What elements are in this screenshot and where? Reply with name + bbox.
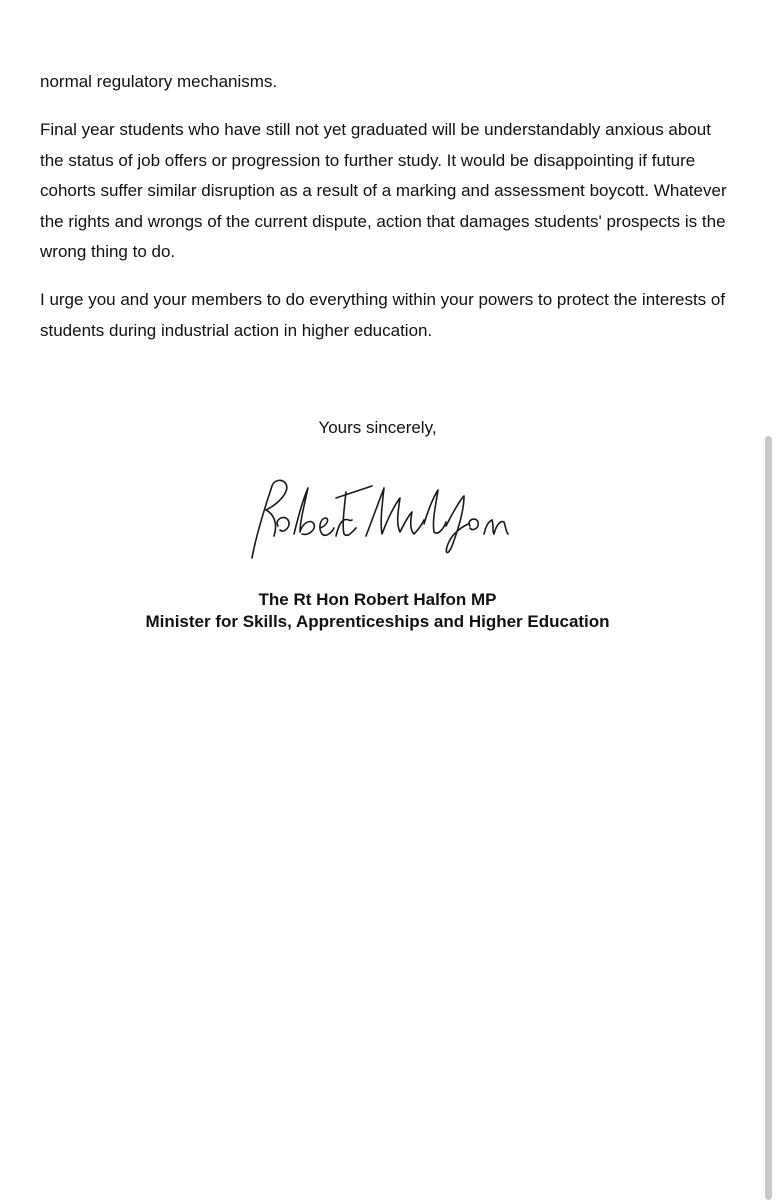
vertical-scrollbar[interactable] [765,436,772,1200]
paragraph-3: I urge you and your members to do everything within your powers to protect the interests of students during industrial action in higher education. [40,290,726,340]
closing: Yours sincerely, [318,418,437,437]
signatory-name: The Rt Hon Robert Halfon MP [258,590,497,609]
signatory-title: Minister for Skills, Apprenticeships and Higher Education [145,612,610,631]
paragraph-1: normal regulatory mechanisms. [40,72,278,91]
handwritten-signature [238,474,518,564]
paragraph-2: Final year students who have still not yet graduated will be understandably anxious about the status of job offers or progression to further study. It would be disappointing if future cohorts suffer similar disruption as a result of a marking and assessment boycott. Whatever the rights and wrongs of the current dispute, action that damages students' prospects is the wrong thing to do. [40,120,727,261]
